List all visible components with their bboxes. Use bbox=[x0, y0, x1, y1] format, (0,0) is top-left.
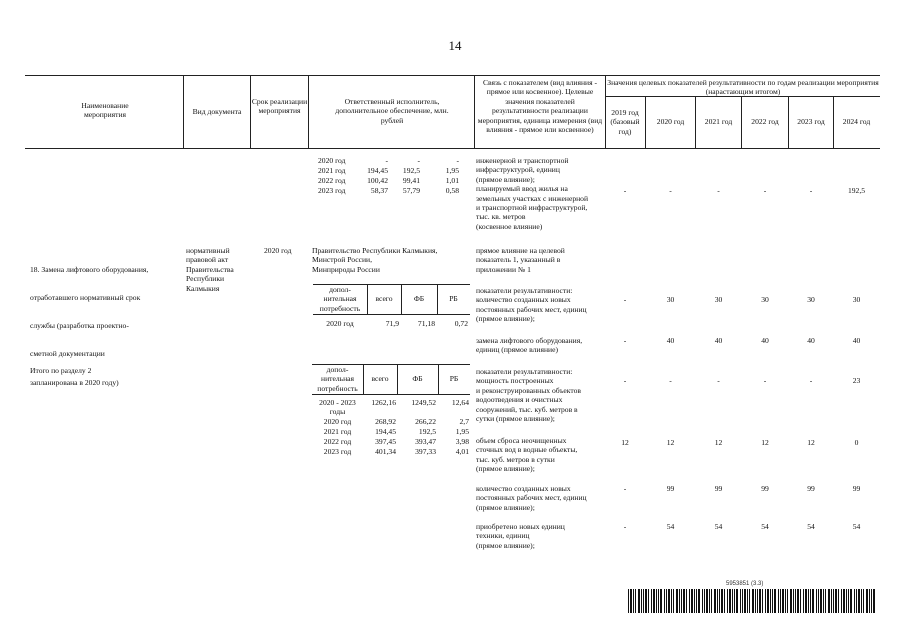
value-2022: - bbox=[763, 186, 767, 195]
fin-year: 2020 год bbox=[318, 156, 346, 165]
indicator-line: тыс. куб. метров в сутки bbox=[476, 454, 555, 464]
doc-line: правовой акт bbox=[186, 255, 229, 265]
fintot-year: 2023 год bbox=[323, 447, 352, 456]
item18-indicator-1 bbox=[476, 286, 606, 324]
indicator-line: (прямое влияние); bbox=[476, 502, 535, 512]
fin-fb: 57,79 bbox=[402, 186, 420, 195]
indicator-line: сутки (прямое влияние); bbox=[476, 414, 555, 424]
fin-total: - bbox=[385, 156, 388, 165]
link-line: земельных участках с инженерной bbox=[476, 193, 589, 203]
value-2020: - bbox=[669, 376, 672, 385]
value-2023: 30 bbox=[807, 295, 815, 304]
value-2022: 99 bbox=[761, 484, 769, 493]
resp-line: Минприроды России bbox=[312, 264, 380, 274]
indicator-line: единиц (прямое влияние) bbox=[476, 345, 558, 355]
header-year-2024: 2024 год bbox=[842, 117, 871, 126]
need-line: потребность bbox=[317, 383, 358, 393]
doc-line: нормативный bbox=[186, 246, 230, 255]
total-indicator-3 bbox=[476, 522, 606, 550]
header-year-2022: 2022 год bbox=[751, 117, 779, 126]
indicator-line: приобретено новых единиц bbox=[476, 522, 565, 531]
item18-responsible bbox=[312, 246, 472, 274]
total-indicator-2 bbox=[476, 484, 606, 512]
value-2019: - bbox=[623, 295, 627, 304]
value-2023: 40 bbox=[807, 336, 815, 345]
name-line: 18. Замена лифтового оборудования, bbox=[30, 264, 149, 274]
value-2022: 30 bbox=[761, 295, 769, 304]
indicator-line: техники, единиц bbox=[476, 531, 530, 541]
fin-fb: 192,5 bbox=[402, 166, 420, 175]
indicator-line: мощность построенных bbox=[476, 376, 554, 386]
fintot-year: 2022 год bbox=[323, 437, 352, 446]
section-total-label: Итого по разделу 2 bbox=[30, 366, 92, 375]
fin-rb: 1,01 bbox=[445, 176, 459, 185]
header-link: Связь с показателем (вид влияния - прямое или косвенное). Целевые значения показателей результативности реализации мероприятия, единица измерения (вид влияния - прямое или косвенное) bbox=[477, 78, 603, 135]
fin18-fb: 71,18 bbox=[417, 319, 435, 328]
value-2020: 40 bbox=[666, 336, 675, 345]
value-2019: - bbox=[623, 376, 627, 385]
header-year-2023: 2023 год bbox=[797, 117, 825, 126]
total-indicator-0 bbox=[476, 367, 606, 423]
value-2021: - bbox=[717, 376, 720, 385]
header-name: Наименование мероприятия bbox=[81, 101, 129, 120]
indicator-line: показатели результативности: bbox=[476, 286, 573, 295]
item18-doc-type bbox=[186, 246, 250, 293]
fintot-rb: 2,7 bbox=[459, 417, 469, 426]
fintot-rb-header: РБ bbox=[449, 374, 459, 383]
fintot-rb: 3,98 bbox=[455, 437, 469, 446]
value-2020: 12 bbox=[666, 438, 675, 447]
fin-year: 2023 год bbox=[318, 186, 346, 195]
header-responsible: Ответственный исполнитель, дополнительное обеспечение, млн. рублей bbox=[335, 97, 449, 125]
indicator-line: прямое влияние на целевой bbox=[476, 246, 565, 255]
need-line: допол- bbox=[329, 285, 351, 294]
fin-rb: - bbox=[456, 156, 459, 165]
fintot-year: 2020 - 2023 bbox=[319, 398, 356, 407]
value-2019: 12 bbox=[621, 438, 629, 447]
fintot-year: 2020 год bbox=[323, 417, 352, 426]
fin-rb: 1,95 bbox=[445, 166, 459, 175]
value-2020: - bbox=[669, 186, 672, 195]
fintot-year: 2021 год bbox=[323, 427, 352, 436]
header-term: Срок реализации мероприятия bbox=[251, 97, 308, 116]
barcode-image bbox=[628, 589, 878, 613]
fin18-rb-header: РБ bbox=[449, 294, 458, 303]
doc-line: Республики bbox=[186, 274, 225, 284]
indicator-line: приложении № 1 bbox=[476, 264, 531, 274]
value-2023: - bbox=[809, 186, 813, 195]
value-2024: 23 bbox=[852, 376, 861, 385]
link-line: планируемый ввод жилья на bbox=[476, 184, 568, 194]
fin-total: 58,37 bbox=[370, 186, 388, 195]
need-line: допол- bbox=[326, 365, 349, 374]
total-indicator-1 bbox=[476, 436, 606, 474]
value-2021: 54 bbox=[714, 522, 723, 531]
value-2024: 0 bbox=[854, 438, 859, 447]
value-2024: 54 bbox=[852, 522, 861, 531]
doc-line: Калмыкия bbox=[186, 283, 220, 293]
barcode-label: 5953851 (3.3) bbox=[726, 581, 764, 587]
indicator-line: водоотведения и очистных bbox=[476, 395, 563, 405]
fintot-fb: 393,47 bbox=[415, 437, 436, 446]
value-2022: 54 bbox=[761, 522, 769, 531]
cont-link-text bbox=[476, 156, 606, 231]
col-divider-4 bbox=[474, 75, 475, 149]
link-line: тыс. кв. метров bbox=[476, 212, 526, 222]
value-2021: - bbox=[717, 186, 720, 195]
fintot-total: 401,34 bbox=[375, 447, 396, 456]
fin18-fb-header: ФБ bbox=[413, 294, 425, 303]
header-year-2021: 2021 год bbox=[704, 117, 733, 126]
value-2024: 30 bbox=[852, 295, 861, 304]
resp-line: Минстрой России, bbox=[312, 255, 373, 265]
fintot-fb: 1249,52 bbox=[411, 398, 436, 407]
fintot-need-header bbox=[312, 365, 363, 393]
header-year-2019: 2019 год (базовый год) bbox=[610, 108, 640, 136]
indicator-line: (прямое влияние); bbox=[476, 314, 535, 324]
indicator-line: постоянных рабочих мест, единиц bbox=[476, 493, 587, 503]
fin-rb: 0,58 bbox=[445, 186, 459, 195]
indicator-line: сточных вод в водные объекты, bbox=[476, 445, 578, 455]
fintot-bottom bbox=[312, 394, 470, 395]
link-line: и транспортной инфраструктурой, bbox=[476, 203, 588, 213]
indicator-line: показатель 1, указанный в bbox=[476, 255, 561, 265]
indicator-line: (прямое влияние); bbox=[476, 464, 535, 474]
fintot-total: 397,45 bbox=[375, 437, 396, 446]
value-2023: - bbox=[809, 376, 813, 385]
value-2020: 30 bbox=[666, 295, 675, 304]
fintot-rb: 12,64 bbox=[451, 398, 469, 407]
value-2021: 40 bbox=[714, 336, 723, 345]
value-2022: 12 bbox=[761, 438, 769, 447]
fintot-fb: 266,22 bbox=[415, 417, 436, 426]
fin-total: 100,42 bbox=[367, 176, 388, 185]
value-2019: - bbox=[623, 522, 627, 531]
name-line: запланирована в 2020 году) bbox=[30, 377, 119, 387]
indicator-line: замена лифтового оборудования, bbox=[476, 336, 583, 345]
value-2020: 54 bbox=[666, 522, 675, 531]
link-line: инженерной и транспортной bbox=[476, 156, 569, 165]
name-line: сметной документации bbox=[30, 349, 105, 359]
fin-year: 2022 год bbox=[318, 176, 346, 185]
name-line: отработавшего нормативный срок bbox=[30, 293, 141, 303]
fin18-bottom bbox=[313, 314, 470, 315]
link-line: инфраструктурой, единиц bbox=[476, 165, 560, 175]
indicator-line: сооружений, тыс. куб. метров в bbox=[476, 404, 578, 414]
fin-year: 2021 год bbox=[318, 166, 346, 175]
value-2024: 99 bbox=[852, 484, 861, 493]
value-2021: 30 bbox=[714, 295, 723, 304]
header-doc-type: Вид документа bbox=[192, 107, 242, 116]
fin18-total: 71,9 bbox=[385, 319, 399, 328]
value-2021: 12 bbox=[714, 438, 723, 447]
value-2019: - bbox=[623, 336, 627, 345]
need-line: нительная bbox=[321, 374, 354, 384]
indicator-line: и реконструированных объектов bbox=[476, 385, 581, 395]
fintot-total: 194,45 bbox=[375, 427, 396, 436]
fintot-total: 268,92 bbox=[375, 417, 396, 426]
link-line: (прямое влияние); bbox=[476, 174, 535, 184]
fin18-rb: 0,72 bbox=[454, 319, 468, 328]
need-line: потребность bbox=[319, 303, 361, 313]
value-2024: 40 bbox=[852, 336, 861, 345]
need-line: нительная bbox=[323, 294, 357, 304]
indicator-line: (прямое влияние); bbox=[476, 540, 535, 550]
fin18-need-header bbox=[313, 285, 367, 313]
header-bottom-border bbox=[25, 148, 880, 149]
indicator-line: количество созданных новых bbox=[476, 484, 571, 493]
indicator-line: количество созданных новых bbox=[476, 295, 571, 305]
header-values: Значения целевых показателей результативности по годам реализации мероприятия (нарастающим итогом) bbox=[607, 78, 879, 97]
fin18-total-header: всего bbox=[375, 294, 393, 303]
fin-fb: 99,41 bbox=[402, 176, 420, 185]
doc-line: Правительства bbox=[186, 264, 234, 274]
value-2023: 99 bbox=[807, 484, 815, 493]
value-2024: 192,5 bbox=[847, 186, 866, 195]
fintot-fb: 397,33 bbox=[415, 447, 436, 456]
page-number: 14 bbox=[448, 38, 462, 53]
name-line: службы (разработка проектно- bbox=[30, 321, 129, 331]
table-top-border bbox=[25, 75, 880, 76]
col-divider-3 bbox=[308, 75, 309, 149]
fintot-fb-header: ФБ bbox=[412, 374, 423, 383]
item18-indicator-2 bbox=[476, 336, 606, 355]
fin18-year: 2020 год bbox=[326, 319, 354, 328]
item18-term: 2020 год bbox=[264, 246, 292, 255]
value-2019: - bbox=[623, 186, 627, 195]
value-2022: 40 bbox=[761, 336, 769, 345]
header-year-2020: 2020 год bbox=[656, 117, 685, 126]
fintot-year: годы bbox=[329, 407, 346, 416]
link-line: (косвенное влияние) bbox=[476, 221, 543, 231]
fintot-rb: 1,95 bbox=[455, 427, 469, 436]
value-2020: 99 bbox=[666, 484, 675, 493]
fintot-fb: 192,5 bbox=[418, 427, 436, 436]
resp-line: Правительство Республики Калмыкия, bbox=[312, 246, 438, 255]
value-2019: - bbox=[623, 484, 627, 493]
value-2023: 12 bbox=[807, 438, 815, 447]
fintot-total: 1262,16 bbox=[371, 398, 396, 407]
fintot-rb: 4,01 bbox=[455, 447, 469, 456]
item18-indicator-0 bbox=[476, 246, 606, 274]
indicator-line: показатели результативности: bbox=[476, 367, 573, 376]
value-2023: 54 bbox=[807, 522, 815, 531]
indicator-line: постоянных рабочих мест, единиц bbox=[476, 304, 587, 314]
fintot-total-header: всего bbox=[371, 374, 389, 383]
value-2022: - bbox=[763, 376, 767, 385]
value-2021: 99 bbox=[714, 484, 723, 493]
indicator-line: объем сброса неочищенных bbox=[476, 436, 567, 445]
fin-fb: - bbox=[417, 156, 420, 165]
fin-total: 194,45 bbox=[367, 166, 388, 175]
